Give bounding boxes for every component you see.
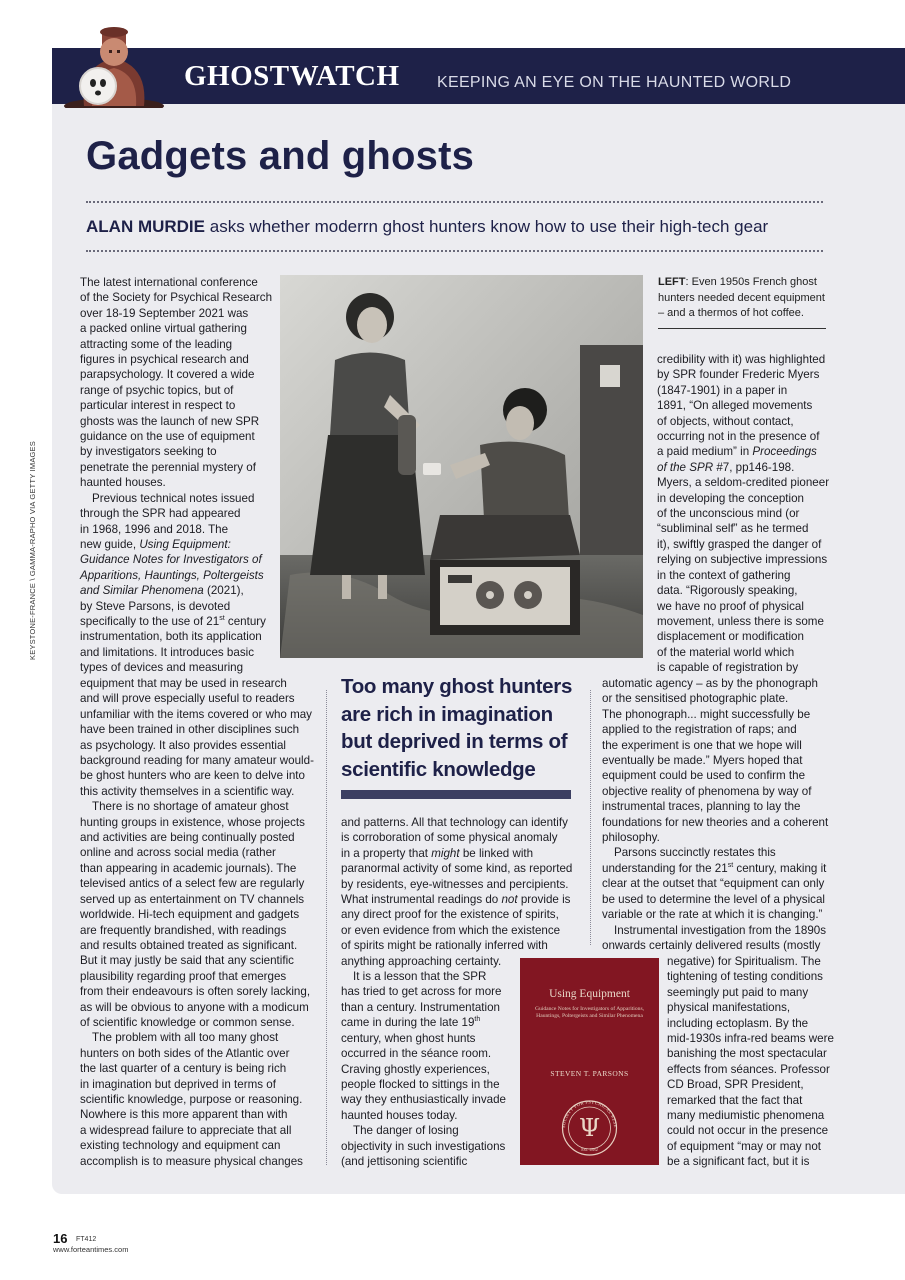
dotted-rule-bottom [86,250,823,252]
text-line: televised antics of a select few are regularly [80,877,305,891]
text-line: through the SPR had appeared [80,507,241,521]
pull-quote: Too many ghost hunters are rich in imagination but deprived in terms of scientific knowledge [341,675,573,781]
text-line: way they enthusiastically invade [341,1093,506,1107]
text-line: in the context of gathering [657,568,791,582]
text-line: occurred in the séance room. [341,1047,492,1061]
text-line: it), swiftly grasped the danger of [657,537,822,551]
text-line [80,537,280,552]
text-line: many mediumistic phenomena [667,1109,825,1123]
book-title-italic: Using Equipment: [139,537,231,551]
text-line: CD Broad, SPR President, [667,1078,804,1092]
column-3-bottom [667,954,842,1170]
text-line: objective reality of phenomena by way of [602,784,812,798]
column-3-top [657,352,837,676]
caption-text: : Even 1950s French ghost hunters needed decent equipment – and a thermos of hot coffee. [658,276,825,319]
text-run: century, making it [736,861,827,875]
text-line: haunted houses today. [341,1108,458,1122]
text-line: people flocked to sittings in the [341,1077,500,1091]
text-run: be linked with [462,846,534,860]
text-line: types of devices and measuring [80,661,244,675]
seal-text-path: SOCIETY FOR PSYCHICAL RESE [560,1099,619,1129]
text-line: have been trained in other disciplines such [80,723,300,737]
text-line: a widespread failure to appreciate that all [80,1123,292,1137]
superscript: st [727,862,734,870]
journal-title-italic: Proceedings [752,445,817,459]
text-line: parapsychology. It covered a wide [80,368,255,382]
text-line [80,568,280,583]
text-line: variable or the rate at which it is changing.” [602,908,823,922]
text-line: (1847-1901) in a paper in [657,383,788,397]
seal-year: Est. 1882 [581,1147,598,1152]
text-run: century [227,614,266,628]
text-line: “subliminal self” as he termed [657,522,809,536]
text-line: haunted houses. [80,476,166,490]
page-number: 16 [53,1231,68,1246]
text-run: came in during the late 19 [341,1016,475,1030]
text-run: provide is [520,893,571,907]
text-line: existing technology and equipment can [80,1139,281,1153]
text-line: remarked that the fact that [667,1093,803,1107]
text-line: be a significant fact, but it is [667,1155,810,1169]
text-line: be used to determine the level of a physical [602,892,825,906]
text-line: or even evidence from which the existence [341,923,561,937]
text-line: clear at the outset that “equipment can only [602,877,825,891]
section-subtitle: KEEPING AN EYE ON THE HAUNTED WORLD [437,74,792,91]
text-line: be ghost hunters who are keen to delve into [80,769,305,783]
text-line: displacement or modification [657,630,804,644]
text-line: effects from séances. Professor [667,1062,830,1076]
text-line: movement, unless there is some [657,614,824,628]
text-line: seemingly put paid to many [667,985,809,999]
text-line: by SPR founder Frederic Myers [657,368,820,382]
text-line: and will prove especially useful to readers [80,692,295,706]
text-line: and results obtained treated as significant. [80,938,298,952]
text-line: and activities are being continually posted [80,831,295,845]
author-name: ALAN MURDIE [86,217,205,236]
text-line: worldwide. Hi-tech equipment and gadgets [80,908,300,922]
text-line: Instrumental investigation from the 1890s [614,923,827,937]
text-line: scientific knowledge, purpose or reasoning. [80,1092,303,1106]
article-headline: Gadgets and ghosts [86,134,475,178]
text-line [657,460,837,475]
text-line: are frequently brandished, with readings [80,923,287,937]
text-line: has tried to get across for more [341,985,502,999]
text-line: Myers, a seldom-credited pioneer [657,476,830,490]
pull-quote-bar [341,790,571,799]
column-divider-2 [590,690,591,945]
text-line: onwards certainly delivered results (mostly [602,938,821,952]
text-line: the experiment is one that we hope will [602,738,802,752]
text-line: hunters on both sides of the Atlantic over [80,1046,290,1060]
text-line: Previous technical notes issued [92,491,255,505]
book-title-italic: Guidance Notes for Investigators of [80,553,262,567]
text-line: in developing the conception [657,491,804,505]
column-3-middle [602,676,842,953]
text-line: of the Society for Psychical Research [80,291,273,305]
text-line: could not occur in the presence [667,1124,829,1138]
text-line: But it may justly be said that any scientific [80,954,294,968]
text-line: paranormal activity of some kind, as reported [341,862,573,876]
text-line: of scientific knowledge or common sense. [80,1015,295,1029]
book-title-italic: Apparitions, Hauntings, Poltergeists [80,568,264,582]
text-line: of equipment “may or may not [667,1139,822,1153]
book-title-italic: and Similar Phenomena [80,584,204,598]
text-line: foundations for new theories and a coherent [602,815,829,829]
text-line: by Steve Parsons, is devoted [80,599,231,613]
text-line: negative) for Spiritualism. The [667,955,821,968]
text-line: attracting some of the leading [80,337,233,351]
text-line: ghosts was the launch of new SPR [80,414,260,428]
text-line: of the material world which [657,645,795,659]
text-line: than a century. Instrumentation [341,1000,500,1014]
column-divider-1 [326,690,327,1165]
text-line: philosophy. [602,831,660,845]
dotted-rule-top [86,201,823,203]
text-line: is corroboration of some physical anomaly [341,831,558,845]
text-line: including ectoplasm. By the [667,1016,809,1030]
text-line: served up as entertainment on TV channels [80,892,305,906]
book-subtitle: Guidance Notes for Investigators of Apparitions, Hauntings, Poltergeists and Similar Phenomena [534,1006,645,1019]
text-line [341,846,581,861]
emphasis-italic: might [431,846,460,860]
text-line: accomplish is to measure physical changes [80,1154,303,1168]
book-cover-image [520,958,659,1165]
text-line [80,552,280,567]
column-1-bottom [80,676,320,1169]
psi-symbol-icon: Ψ [578,1114,601,1142]
text-line: objectivity in such investigations [341,1139,506,1153]
text-line: or the sensitised photographic plate. [602,692,789,706]
text-run: (2021), [206,584,244,598]
text-line: banishing the most spectacular [667,1047,827,1061]
text-line: (and jettisoning scientific [341,1154,468,1168]
text-line: over 18-19 September 2021 was [80,306,249,320]
website-link[interactable]: www.forteantimes.com [53,1245,129,1254]
book-cover-art [520,958,659,1165]
text-line: The problem with all too many ghost [92,1031,279,1045]
photo-credit: KEYSTONE-FRANCE \ GAMMA-RAPHO VIA GETTY IMAGES [28,441,37,660]
text-line: Parsons succinctly restates this [614,846,776,860]
text-line: online and across social media (rather [80,846,276,860]
text-line: in imagination but deprived in terms of [80,1077,276,1091]
text-line: relying on subjective impressions [657,553,828,567]
text-line: hunting groups in existence, whose projects [80,815,305,829]
text-line: a packed online virtual gathering [80,322,247,336]
issue-number: FT412 [76,1236,97,1243]
text-run: specifically to the use of 21 [80,614,220,628]
text-run: new guide, [80,537,137,551]
text-line: of the unconscious mind (or [657,507,800,521]
text-line: physical manifestations, [667,1001,791,1015]
text-line [657,444,837,459]
text-line: unfamiliar with the items covered or who may [80,707,312,721]
text-line: century, when ghost hunts [341,1031,476,1045]
book-title: Using Equipment [549,988,630,1000]
text-line: Nowhere is this more apparent than with [80,1108,288,1122]
text-line: It is a lesson that the SPR [353,970,487,984]
text-line: instrumentation, both its application [80,630,262,644]
text-line: equipment that may be used in research [80,677,287,690]
text-line [80,583,280,598]
text-line: and patterns. All that technology can identify [341,816,568,829]
text-line: figures in psychical research and [80,353,249,367]
text-line: by residents, eye-witnesses and percipients. [341,877,569,891]
text-line: applied to the registration of raps; and [602,723,797,737]
text-line: this activity themselves in a scientific way. [80,784,295,798]
text-line: penetrate the perennial mystery of [80,460,256,474]
text-line: is capable of registration by [657,661,799,675]
caption-label: LEFT [658,276,686,288]
emphasis-italic: not [501,893,518,907]
text-line: of spirits might be rationally inferred with [341,939,548,953]
article-photo [280,275,643,658]
text-line: by investigators seeking to [80,445,217,459]
text-line: mid-1930s infra-red beams were [667,1032,834,1046]
text-line: Craving ghostly experiences, [341,1062,490,1076]
superscript: th [474,1016,481,1024]
text-line: tightening of testing conditions [667,970,823,984]
text-line: of objects, without contact, [657,414,794,428]
text-run: in a property that [341,846,429,860]
superscript: st [219,615,225,623]
text-line: There is no shortage of amateur ghost [92,800,289,814]
text-line: than appearing in academic journals). The [80,861,297,875]
text-line: The latest international conference [80,276,258,289]
text-line: plausibility regarding proof that emerges [80,969,287,983]
text-line: guidance on the use of equipment [80,430,255,444]
section-title: GHOSTWATCH [184,60,400,92]
text-line: as psychology. It also provides essential [80,738,287,752]
text-line: The danger of losing [353,1124,459,1138]
text-line: in 1968, 1996 and 2018. The [80,522,229,536]
text-run: What instrumental readings do [341,893,499,907]
text-line: credibility with it) was highlighted [657,353,826,366]
text-line: the last quarter of a century is being rich [80,1062,287,1076]
text-line: and limitations. It introduces basic [80,645,254,659]
text-line: background reading for many amateur would- [80,754,314,768]
text-line: eventually be made.” Myers hoped that [602,754,803,768]
text-line: range of psychic topics, but of [80,383,234,397]
text-run: understanding for the 21 [602,861,728,875]
text-line: 1891, “On alleged movements [657,399,813,413]
text-line: The phonograph... might successfully be [602,707,811,721]
text-line: from their endeavours is often sorely lacking, [80,985,311,999]
text-run: a paid medium” in [657,445,750,459]
text-line [341,892,581,907]
journal-title-italic: of the SPR [657,460,714,474]
text-line: equipment could be used to confirm the [602,769,806,783]
standfirst-text: asks whether moderrn ghost hunters know how to use their high-tech gear [209,217,769,236]
text-line: as will be obvious to anyone with a modicum [80,1000,309,1014]
text-line: we have no proof of physical [657,599,804,613]
text-line [602,861,842,876]
column-1-top [80,275,280,676]
book-author: STEVEN T. PARSONS [550,1069,629,1078]
standfirst [86,217,768,237]
ghost-mascot-icon [62,22,166,108]
text-run: #7, pp146-198. [716,460,795,474]
photo-caption [658,275,828,329]
photo-image [280,275,643,658]
text-line: particular interest in respect to [80,399,236,413]
text-line: data. “Rigorously speaking, [657,584,798,598]
text-line: anything approaching certainty. [341,954,502,968]
text-line: automatic agency – as by the phonograph [602,677,818,690]
caption-rule [658,328,826,329]
text-line: any direct proof for the existence of spirits, [341,908,559,922]
text-line: occurring not in the presence of [657,430,820,444]
text-line [80,614,280,629]
text-line: instrumental traces, planning to lay the [602,800,801,814]
